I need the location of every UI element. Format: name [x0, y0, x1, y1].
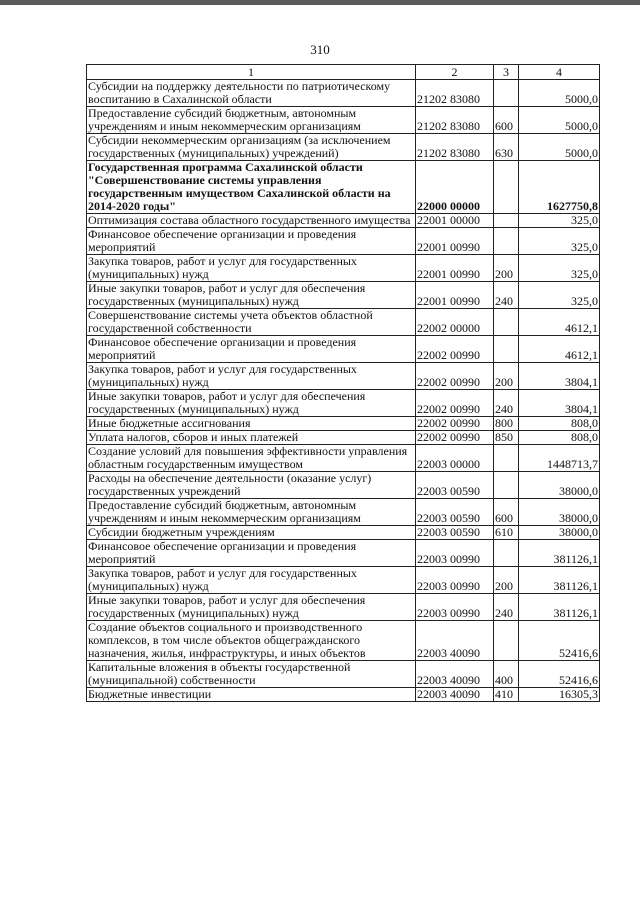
row-amount-cell: 1448713,7: [519, 445, 600, 472]
row-code-cell: 22001 00990: [416, 228, 494, 255]
row-amount-cell: 38000,0: [519, 472, 600, 499]
row-name-cell: Уплата налогов, сборов и иных платежей: [87, 431, 416, 445]
row-amount-cell: 325,0: [519, 228, 600, 255]
row-amount-cell: 5000,0: [519, 80, 600, 107]
column-header-vr: 3: [494, 65, 519, 80]
row-amount-cell: 381126,1: [519, 540, 600, 567]
row-code-cell: 22003 40090: [416, 661, 494, 688]
row-amount-cell: 52416,6: [519, 621, 600, 661]
row-name-cell: Совершенствование системы учета объектов областной государственной собственности: [87, 309, 416, 336]
row-vr-cell: [494, 472, 519, 499]
row-name-cell: Расходы на обеспечение деятельности (оказание услуг) государственных учреждений: [87, 472, 416, 499]
row-vr-cell: [494, 161, 519, 214]
table-row: [87, 526, 600, 540]
row-code-cell: 22003 00990: [416, 540, 494, 567]
row-code-cell: 22003 00990: [416, 567, 494, 594]
row-amount-cell: 5000,0: [519, 107, 600, 134]
row-code-cell: 22003 00590: [416, 499, 494, 526]
row-name-cell: Иные бюджетные ассигнования: [87, 417, 416, 431]
row-vr-cell: [494, 309, 519, 336]
row-code-cell: 22002 00990: [416, 363, 494, 390]
table-row: [87, 282, 600, 309]
row-name-cell: Закупка товаров, работ и услуг для государственных (муниципальных) нужд: [87, 255, 416, 282]
row-amount-cell: 325,0: [519, 255, 600, 282]
row-name-cell: Оптимизация состава областного государственного имущества: [87, 214, 416, 228]
row-vr-cell: 240: [494, 390, 519, 417]
row-name-cell: Предоставление субсидий бюджетным, автономным учреждениям и иным некоммерческим организациям: [87, 499, 416, 526]
row-code-cell: 22002 00990: [416, 431, 494, 445]
row-name-cell: Бюджетные инвестиции: [87, 688, 416, 702]
table-header-row: [87, 65, 600, 80]
row-vr-cell: 410: [494, 688, 519, 702]
row-vr-cell: 200: [494, 567, 519, 594]
row-name-cell: Предоставление субсидий бюджетным, автономным учреждениям и иным некоммерческим организациям: [87, 107, 416, 134]
table-row: [87, 661, 600, 688]
table-row: [87, 390, 600, 417]
row-code-cell: 22001 00990: [416, 255, 494, 282]
column-header-name: 1: [87, 65, 416, 80]
row-code-cell: 22000 00000: [416, 161, 494, 214]
row-code-cell: 22001 00000: [416, 214, 494, 228]
column-header-amount: 4: [519, 65, 600, 80]
row-amount-cell: 5000,0: [519, 134, 600, 161]
scan-top-edge: [0, 0, 640, 5]
row-name-cell: Финансовое обеспечение организации и проведения мероприятий: [87, 540, 416, 567]
row-name-cell: Капитальные вложения в объекты государственной (муниципальной) собственности: [87, 661, 416, 688]
table-row: [87, 431, 600, 445]
table-row: [87, 228, 600, 255]
table-row: [87, 445, 600, 472]
row-name-cell: Государственная программа Сахалинской области "Совершенствование системы управления государственным имуществом Сахалинской области на 2014-2020 годы": [87, 161, 416, 214]
row-vr-cell: 200: [494, 255, 519, 282]
row-amount-cell: 52416,6: [519, 661, 600, 688]
row-code-cell: 22002 00990: [416, 390, 494, 417]
row-amount-cell: 381126,1: [519, 594, 600, 621]
row-code-cell: 22002 00990: [416, 336, 494, 363]
table-row: [87, 688, 600, 702]
row-amount-cell: 325,0: [519, 282, 600, 309]
table-row: [87, 336, 600, 363]
row-vr-cell: [494, 228, 519, 255]
row-vr-cell: [494, 80, 519, 107]
row-vr-cell: 600: [494, 107, 519, 134]
row-amount-cell: 16305,3: [519, 688, 600, 702]
row-vr-cell: [494, 621, 519, 661]
table-row: [87, 363, 600, 390]
row-vr-cell: 630: [494, 134, 519, 161]
row-name-cell: Субсидии бюджетным учреждениям: [87, 526, 416, 540]
row-amount-cell: 325,0: [519, 214, 600, 228]
table-row: [87, 255, 600, 282]
row-amount-cell: 4612,1: [519, 336, 600, 363]
row-code-cell: 22001 00990: [416, 282, 494, 309]
row-vr-cell: 240: [494, 594, 519, 621]
row-vr-cell: 400: [494, 661, 519, 688]
table-row: [87, 107, 600, 134]
row-vr-cell: 610: [494, 526, 519, 540]
row-code-cell: 21202 83080: [416, 134, 494, 161]
row-code-cell: 22003 40090: [416, 621, 494, 661]
row-code-cell: 22002 00000: [416, 309, 494, 336]
table-row: [87, 309, 600, 336]
row-name-cell: Закупка товаров, работ и услуг для государственных (муниципальных) нужд: [87, 363, 416, 390]
row-code-cell: 22002 00990: [416, 417, 494, 431]
row-code-cell: 21202 83080: [416, 80, 494, 107]
row-name-cell: Создание объектов социального и производственного комплексов, в том числе объектов общегражданского назначения, жилья, инфраструктуры, и иных объектов: [87, 621, 416, 661]
row-name-cell: Финансовое обеспечение организации и проведения мероприятий: [87, 336, 416, 363]
row-name-cell: Финансовое обеспечение организации и проведения мероприятий: [87, 228, 416, 255]
row-code-cell: 22003 00590: [416, 472, 494, 499]
column-header-code: 2: [416, 65, 494, 80]
table-row: [87, 80, 600, 107]
table-row: [87, 594, 600, 621]
row-name-cell: Закупка товаров, работ и услуг для государственных (муниципальных) нужд: [87, 567, 416, 594]
row-amount-cell: 38000,0: [519, 499, 600, 526]
row-name-cell: Иные закупки товаров, работ и услуг для обеспечения государственных (муниципальных) нужд: [87, 594, 416, 621]
row-amount-cell: 38000,0: [519, 526, 600, 540]
row-vr-cell: [494, 214, 519, 228]
table-row: [87, 472, 600, 499]
row-amount-cell: 1627750,8: [519, 161, 600, 214]
row-vr-cell: 200: [494, 363, 519, 390]
row-vr-cell: [494, 540, 519, 567]
row-name-cell: Субсидии на поддержку деятельности по патриотическому воспитанию в Сахалинской области: [87, 80, 416, 107]
table-row: [87, 417, 600, 431]
row-vr-cell: [494, 336, 519, 363]
row-amount-cell: 4612,1: [519, 309, 600, 336]
row-amount-cell: 808,0: [519, 417, 600, 431]
table-row: [87, 499, 600, 526]
row-name-cell: Субсидии некоммерческим организациям (за исключением государственных (муниципальных) учреждений): [87, 134, 416, 161]
row-code-cell: 22003 40090: [416, 688, 494, 702]
table-row: [87, 621, 600, 661]
budget-table: [86, 64, 600, 702]
page-number: 310: [310, 42, 330, 57]
row-name-cell: Создание условий для повышения эффективности управления областным государственным имуществом: [87, 445, 416, 472]
row-vr-cell: [494, 445, 519, 472]
row-vr-cell: 800: [494, 417, 519, 431]
row-vr-cell: 240: [494, 282, 519, 309]
table-row: [87, 540, 600, 567]
row-name-cell: Иные закупки товаров, работ и услуг для обеспечения государственных (муниципальных) нужд: [87, 390, 416, 417]
table-body: [87, 80, 600, 702]
row-code-cell: 21202 83080: [416, 107, 494, 134]
row-amount-cell: 381126,1: [519, 567, 600, 594]
row-code-cell: 22003 00990: [416, 594, 494, 621]
row-code-cell: 22003 00590: [416, 526, 494, 540]
row-name-cell: Иные закупки товаров, работ и услуг для обеспечения государственных (муниципальных) нужд: [87, 282, 416, 309]
table-row: [87, 214, 600, 228]
table-row: [87, 567, 600, 594]
row-amount-cell: 3804,1: [519, 363, 600, 390]
row-vr-cell: 850: [494, 431, 519, 445]
row-code-cell: 22003 00000: [416, 445, 494, 472]
table-row: [87, 161, 600, 214]
table-row: [87, 134, 600, 161]
row-amount-cell: 808,0: [519, 431, 600, 445]
row-vr-cell: 600: [494, 499, 519, 526]
row-amount-cell: 3804,1: [519, 390, 600, 417]
